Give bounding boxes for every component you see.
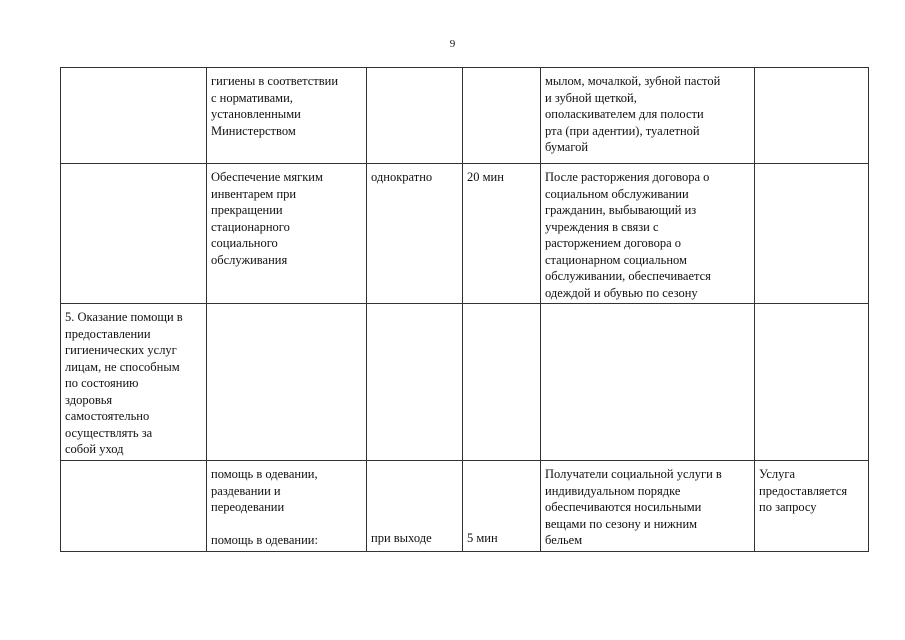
cell-text-line: социальном обслуживании (545, 186, 689, 201)
cell-text-line: помощь в одевании: (211, 532, 318, 547)
table-row (61, 304, 869, 461)
service-description-cell (207, 68, 367, 164)
conditions-cell (541, 461, 755, 552)
cell-text-line: обеспечиваются носильными (545, 500, 702, 514)
cell-text-line: по состоянию (65, 376, 139, 390)
conditions-cell (541, 164, 755, 304)
notes-cell (755, 461, 869, 552)
notes-cell (755, 68, 869, 164)
cell-text-line: индивидуальном порядке (545, 483, 681, 498)
cell-text-line: После расторжения договора о (545, 170, 710, 184)
cell-text-line: лицам, не способным (65, 359, 180, 374)
cell-text-line: помощь в одевании, (211, 467, 318, 481)
cell-text-line: гражданин, выбывающий из (545, 203, 697, 217)
cell-text-line: рта (при адентии), туалетной (545, 123, 700, 138)
duration-cell (463, 304, 541, 461)
service-name-cell (61, 304, 207, 461)
cell-text-line: бельем (545, 533, 583, 547)
cell-text-line: однократно (371, 170, 433, 184)
service-name-cell (61, 461, 207, 552)
frequency-cell (367, 304, 463, 461)
cell-text-line: 20 мин (467, 170, 504, 184)
cell-text-line: Получатели социальной услуги в (545, 467, 722, 481)
conditions-cell (541, 68, 755, 164)
cell-text-line (467, 498, 536, 514)
table-row (61, 164, 869, 304)
cell-text-line: мылом, мочалкой, зубной пастой (545, 74, 721, 88)
cell-text-line: Услуга (759, 467, 796, 481)
cell-text-line: собой уход (65, 442, 124, 456)
table-row (61, 68, 869, 164)
cell-text-line: установленными (211, 107, 301, 121)
cell-text-line: 5. Оказание помощи в (65, 310, 183, 324)
cell-text-line: ополаскивателем для полости (545, 107, 704, 121)
cell-text-line: предоставляется (759, 483, 848, 498)
cell-text-line: раздевании и (211, 483, 281, 498)
cell-text-line: Обеспечение мягким (211, 170, 323, 184)
duration-cell (463, 461, 541, 552)
cell-text-line: гигиенических услуг (65, 343, 177, 357)
duration-cell (463, 164, 541, 304)
cell-text-line: одеждой и обувью по сезону (545, 285, 698, 300)
notes-cell (755, 164, 869, 304)
cell-text-line: самостоятельно (65, 409, 150, 423)
frequency-cell (367, 68, 463, 164)
cell-text-line: расторжением договора о (545, 236, 682, 250)
cell-text-line: здоровья (65, 392, 113, 407)
duration-cell (463, 68, 541, 164)
cell-text-line (467, 514, 536, 530)
cell-text-line (467, 482, 536, 498)
cell-text-line: бумагой (545, 140, 589, 154)
cell-text-line: прекращении (211, 203, 283, 217)
cell-text-line: и зубной щеткой, (545, 90, 637, 105)
cell-text-line: с нормативами, (211, 90, 293, 105)
cell-text-line: стационарного (211, 219, 290, 234)
cell-text-line: переодевании (211, 500, 285, 514)
cell-text-line: обслуживании, обеспечивается (545, 269, 711, 283)
cell-text-line: 5 мин (467, 531, 498, 545)
service-description-cell (207, 304, 367, 461)
cell-text-line: осуществлять за (65, 425, 153, 440)
cell-text-line: обслуживания (211, 252, 288, 267)
cell-text-line (467, 466, 536, 482)
service-name-cell (61, 68, 207, 164)
cell-text-line: предоставлении (65, 326, 151, 341)
cell-text-line: при выходе (371, 531, 432, 545)
cell-text-line (371, 466, 458, 482)
services-table (60, 67, 869, 552)
service-description-cell (207, 164, 367, 304)
conditions-cell (541, 304, 755, 461)
table-row (61, 461, 869, 552)
cell-text-line: Министерством (211, 123, 296, 138)
cell-text-line: по запросу (759, 500, 817, 514)
frequency-cell (367, 164, 463, 304)
cell-text-line: стационарном социальном (545, 252, 687, 267)
frequency-cell (367, 461, 463, 552)
cell-text-line (371, 482, 458, 498)
cell-text-line: социального (211, 236, 278, 250)
cell-text-line: учреждения в связи с (545, 219, 659, 234)
cell-text-line: вещами по сезону и нижним (545, 516, 698, 531)
service-name-cell (61, 164, 207, 304)
cell-text-line: инвентарем при (211, 186, 297, 201)
cell-text-line (371, 498, 458, 514)
page-number: 9 (449, 38, 456, 50)
cell-text-line (211, 516, 362, 532)
notes-cell (755, 304, 869, 461)
service-description-cell (207, 461, 367, 552)
cell-text-line (371, 514, 458, 530)
cell-text-line: гигиены в соответствии (211, 74, 339, 88)
